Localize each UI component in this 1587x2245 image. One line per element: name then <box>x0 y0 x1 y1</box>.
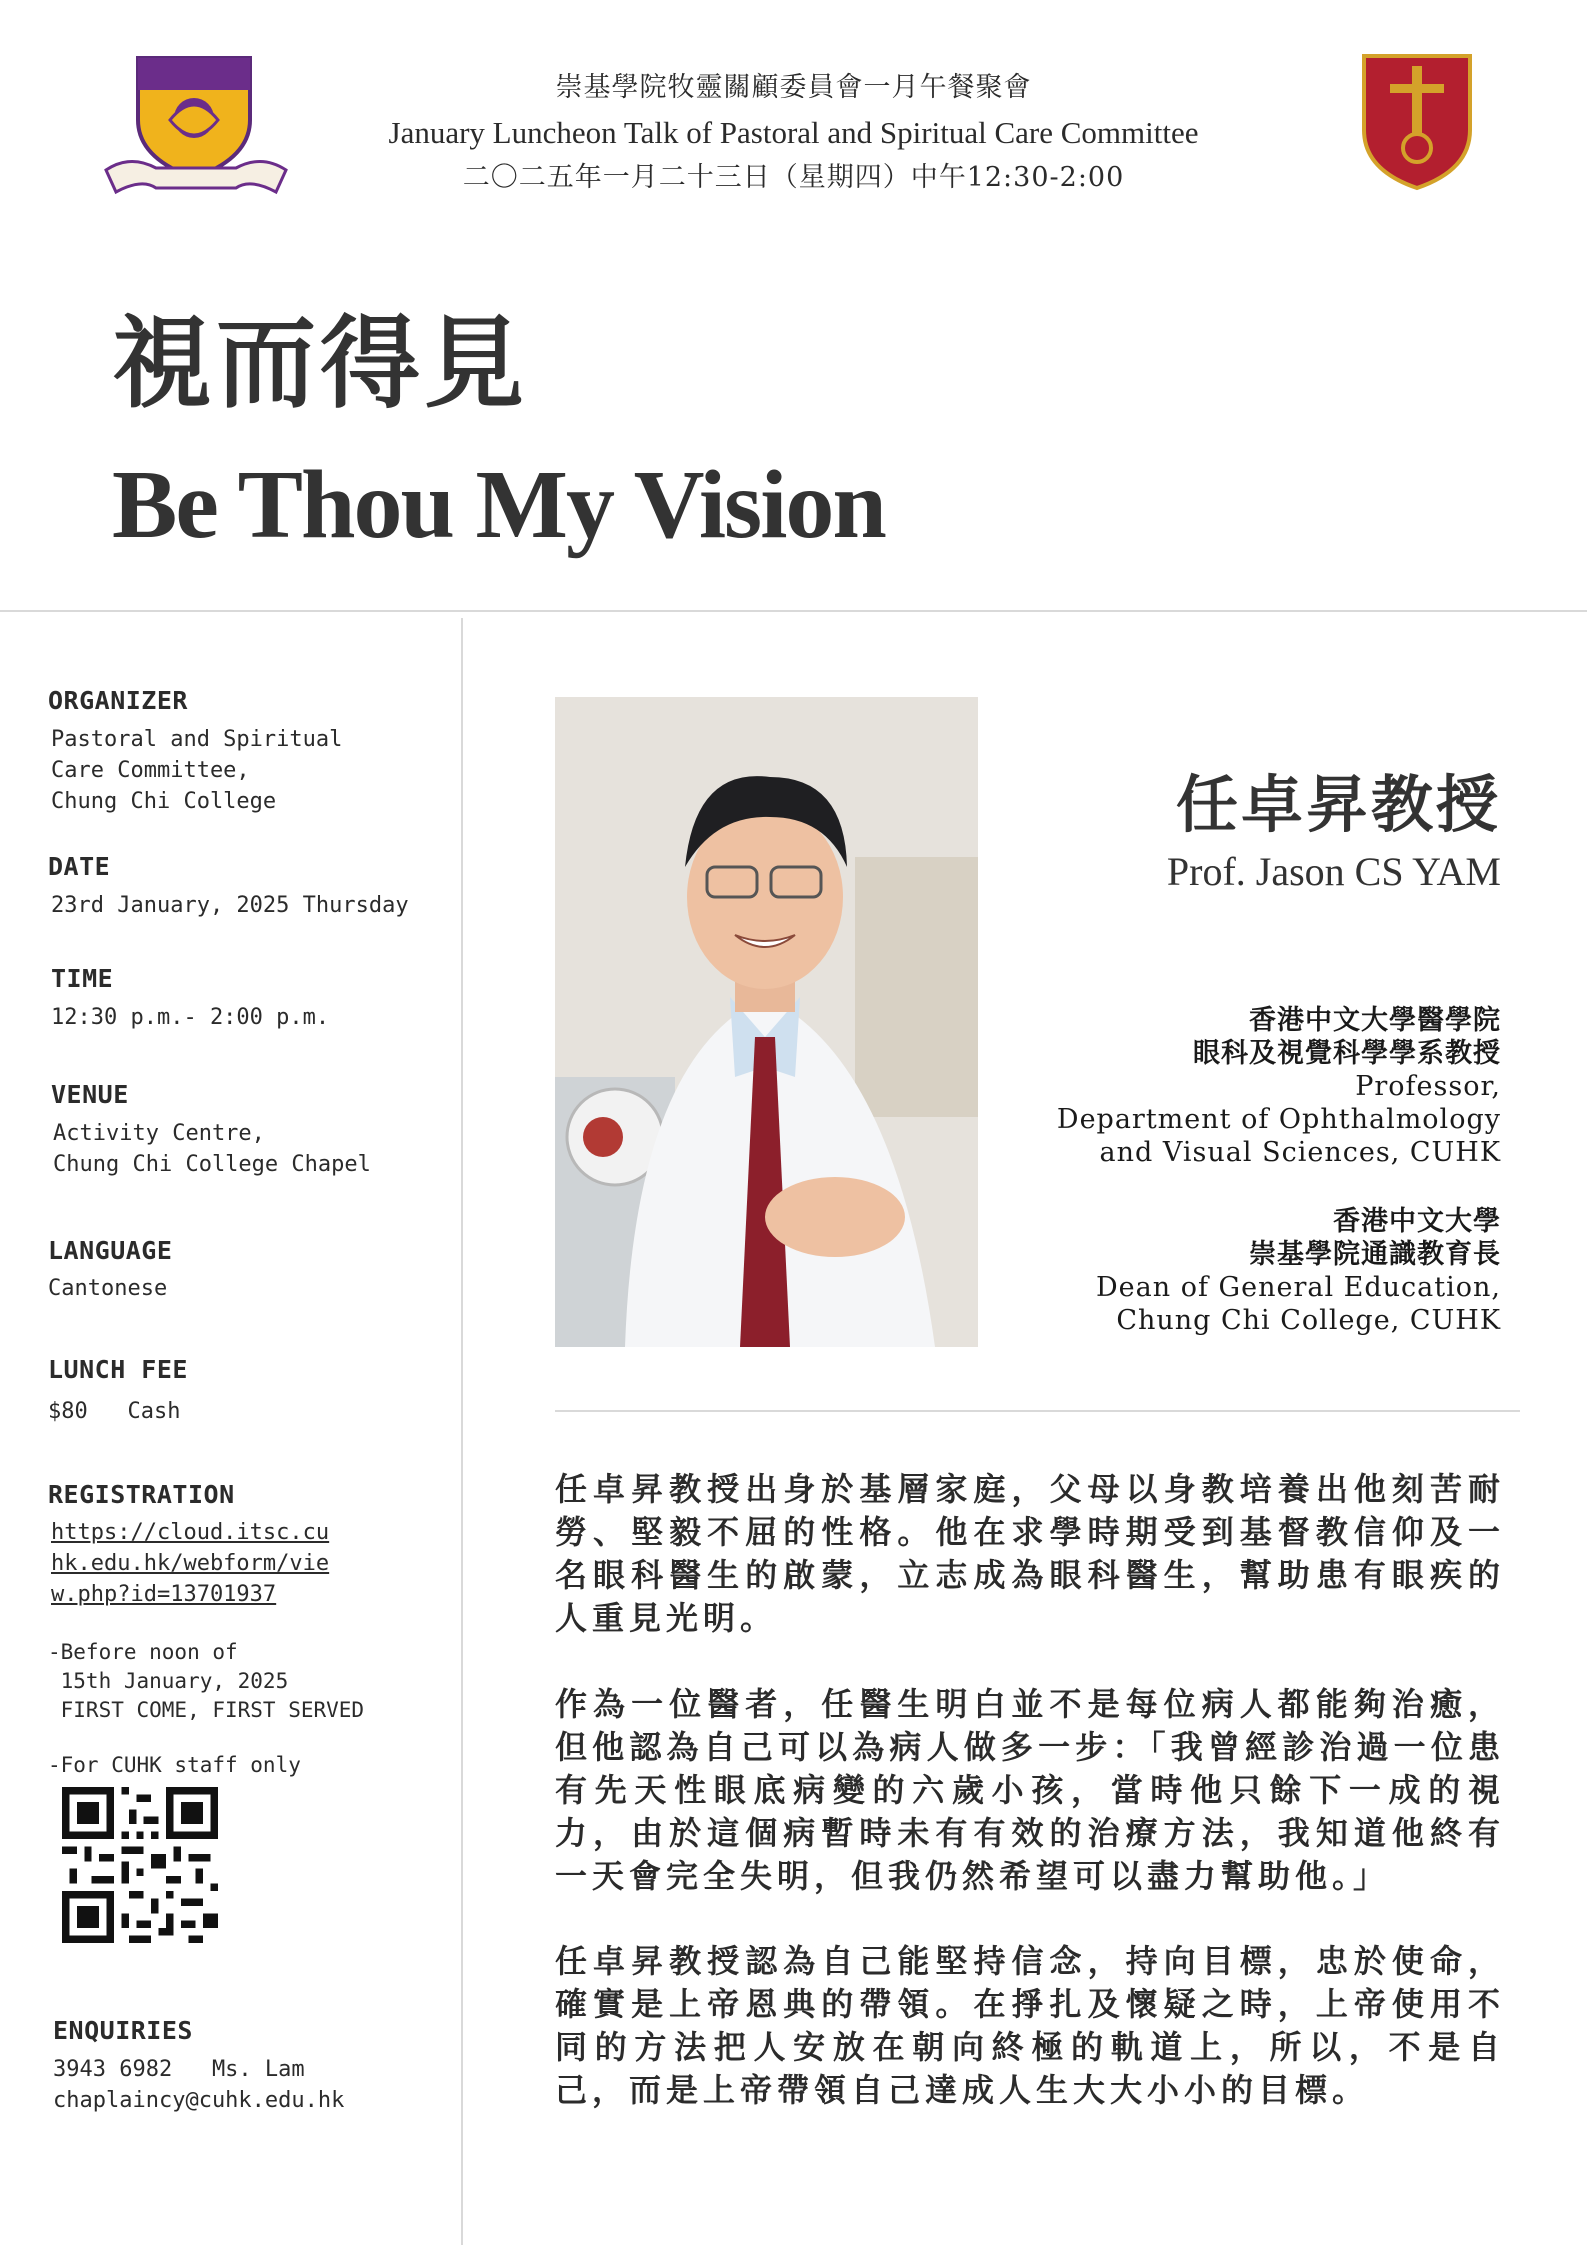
venue-label: VENUE <box>51 1080 129 1109</box>
speaker-affiliation-1 <box>1057 1004 1501 1169</box>
event-title-en: January Luncheon Talk of Pastoral and Spiritual Care Committee <box>388 115 1199 150</box>
organizer-value: Pastoral and Spiritual Care Committee, Chung Chi College <box>51 727 343 814</box>
event-datetime-cn: 二〇二五年一月二十三日（星期四）中午12:30-2:00 <box>462 162 1125 193</box>
registration-link[interactable]: https://cloud.itsc.cu hk.edu.hk/webform/vie w.php?id=13701937 <box>51 1520 330 1607</box>
date-value: 23rd January, 2025 Thursday <box>51 893 409 918</box>
registration-staff-note: -For CUHK staff only <box>48 1753 301 1777</box>
speaker-photo <box>555 697 978 1347</box>
speaker-name-en: Prof. Jason CS YAM <box>1166 849 1501 894</box>
cuhk-crest-logo <box>100 50 292 200</box>
talk-title-en: Be Thou My Vision <box>112 451 885 559</box>
time-value: 12:30 p.m.- 2:00 p.m. <box>51 1005 330 1030</box>
venue-value: Activity Centre, Chung Chi College Chapel <box>53 1121 371 1177</box>
bio-paragraph-2: 作為一位醫者，任醫生明白並不是每位病人都能夠治癒，但他認為自己可以為病人做多一步：「我曾經診治過一位患有先天性眼底病變的六歲小孩，當時他只餘下一成的視力，由於這個病暫時未有有效的治療方法，我知道他終有一天會完全失明，但我仍然希望可以盡力幫助他。」 <box>555 1685 1505 1895</box>
bio-paragraph-1: 任卓昇教授出身於基層家庭，父母以身教培養出他刻苦耐勞、堅毅不屈的性格。他在求學時期受到基督教信仰及一名眼科醫生的啟蒙，立志成為眼科醫生，幫助患有眼疾的人重見光明。 <box>555 1470 1505 1637</box>
aff1-cn-line2: 眼科及視覺科學學系教授 <box>1193 1038 1501 1069</box>
time-label: TIME <box>51 964 114 993</box>
chung-chi-college-crest-logo <box>1360 52 1474 192</box>
enquiries-label: ENQUIRIES <box>53 2016 193 2045</box>
registration-deadline: -Before noon of 15th January, 2025 FIRST COME, FIRST SERVED <box>48 1640 365 1722</box>
sidebar-divider <box>461 618 463 2245</box>
aff2-cn-line2: 崇基學院通識教育長 <box>1249 1239 1501 1270</box>
bio-paragraph-3: 任卓昇教授認為自己能堅持信念，持向目標，忠於使命，確實是上帝恩典的帶領。在掙扎及懷疑之時，上帝使用不同的方法把人安放在朝向終極的軌道上，所以，不是自己，而是上帝帶領自己達成人生大大小小的目標。 <box>555 1942 1505 2109</box>
aff1-en-line2: Department of Ophthalmology <box>1056 1104 1501 1135</box>
lunch-fee-label: LUNCH FEE <box>48 1355 188 1384</box>
talk-title-cn: 視而得見 <box>112 304 528 422</box>
organizer-label: ORGANIZER <box>48 686 188 715</box>
aff1-en-line3: and Visual Sciences, CUHK <box>1099 1137 1501 1168</box>
aff1-cn-line1: 香港中文大學醫學院 <box>1249 1005 1501 1036</box>
event-header <box>300 66 1287 200</box>
registration-label: REGISTRATION <box>48 1480 235 1509</box>
aff2-en-line1: Dean of General Education, <box>1096 1272 1501 1303</box>
registration-qr-code[interactable] <box>62 1787 218 1943</box>
aff1-en-line1: Professor, <box>1355 1071 1501 1102</box>
aff2-en-line2: Chung Chi College, CUHK <box>1116 1305 1501 1336</box>
enquiries-value: 3943 6982 Ms. Lam chaplaincy@cuhk.edu.hk <box>53 2057 345 2113</box>
speaker-affiliation-2 <box>1096 1205 1501 1337</box>
speaker-name-cn: 任卓昇教授 <box>1175 768 1501 841</box>
aff2-cn-line1: 香港中文大學 <box>1333 1206 1501 1237</box>
language-label: LANGUAGE <box>48 1236 173 1265</box>
top-divider <box>0 610 1587 612</box>
date-label: DATE <box>48 852 111 881</box>
bio-divider <box>555 1410 1520 1412</box>
event-title-cn: 崇基學院牧靈關顧委員會一月午餐聚會 <box>555 72 1032 103</box>
lunch-fee-value: $80 Cash <box>48 1399 181 1424</box>
language-value: Cantonese <box>48 1276 168 1301</box>
